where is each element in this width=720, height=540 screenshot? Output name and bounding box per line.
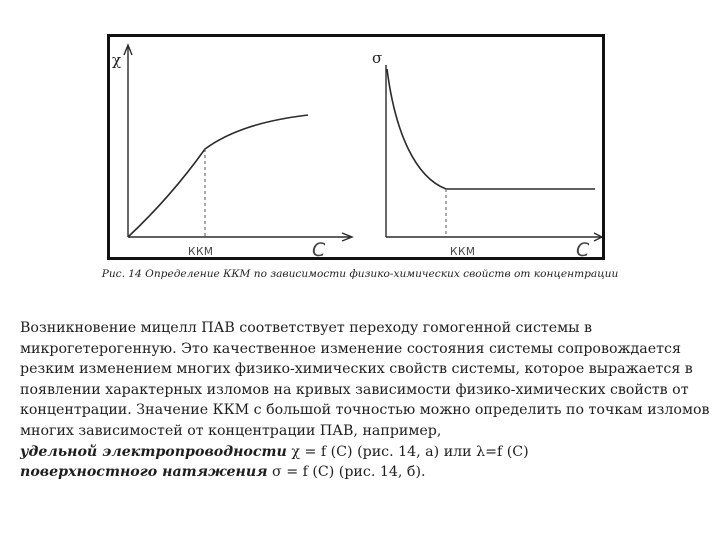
left-kkm-label: ККМ <box>188 246 214 257</box>
figure-frame <box>107 34 605 260</box>
formula-surface-tension: σ = f (C) (рис. 14, б). <box>272 464 426 481</box>
body-text <box>20 318 710 483</box>
left-curve <box>128 115 308 237</box>
left-x-symbol: C <box>312 239 326 257</box>
left-y-symbol: χ <box>112 51 122 69</box>
formula-line-surface-tension <box>20 462 710 483</box>
term-surface-tension: поверхностного натяжения <box>20 464 268 481</box>
right-curve <box>387 69 595 189</box>
figure-caption: Рис. 14 Определение ККМ по зависимости физико-химических свойств от концентрации <box>101 268 619 280</box>
term-conductivity: удельной электропроводности <box>20 443 287 460</box>
right-graph <box>372 49 602 257</box>
body-paragraph: Возникновение мицелл ПАВ соответствует переходу гомогенной системы в микрогетерогенную. Это качественное изменение состояния системы сопровождается резким изменением многих физико-химических свойств системы, которое выражается в появлении характерных изломов на кривых зависимости физико-химических свойств от концентрации. Значение ККМ с большой точностью можно определить по точкам изломов многих зависимостей от концентрации ПАВ, например, <box>20 320 710 439</box>
figure-graphs <box>110 37 602 257</box>
formula-line-conductivity <box>20 442 710 463</box>
right-y-symbol: σ <box>372 49 383 67</box>
right-kkm-label: ККМ <box>450 246 476 257</box>
left-graph <box>112 45 352 257</box>
right-x-symbol: C <box>576 239 590 257</box>
formula-conductivity: χ = f (C) (рис. 14, а) или λ=f (С) <box>291 443 529 460</box>
